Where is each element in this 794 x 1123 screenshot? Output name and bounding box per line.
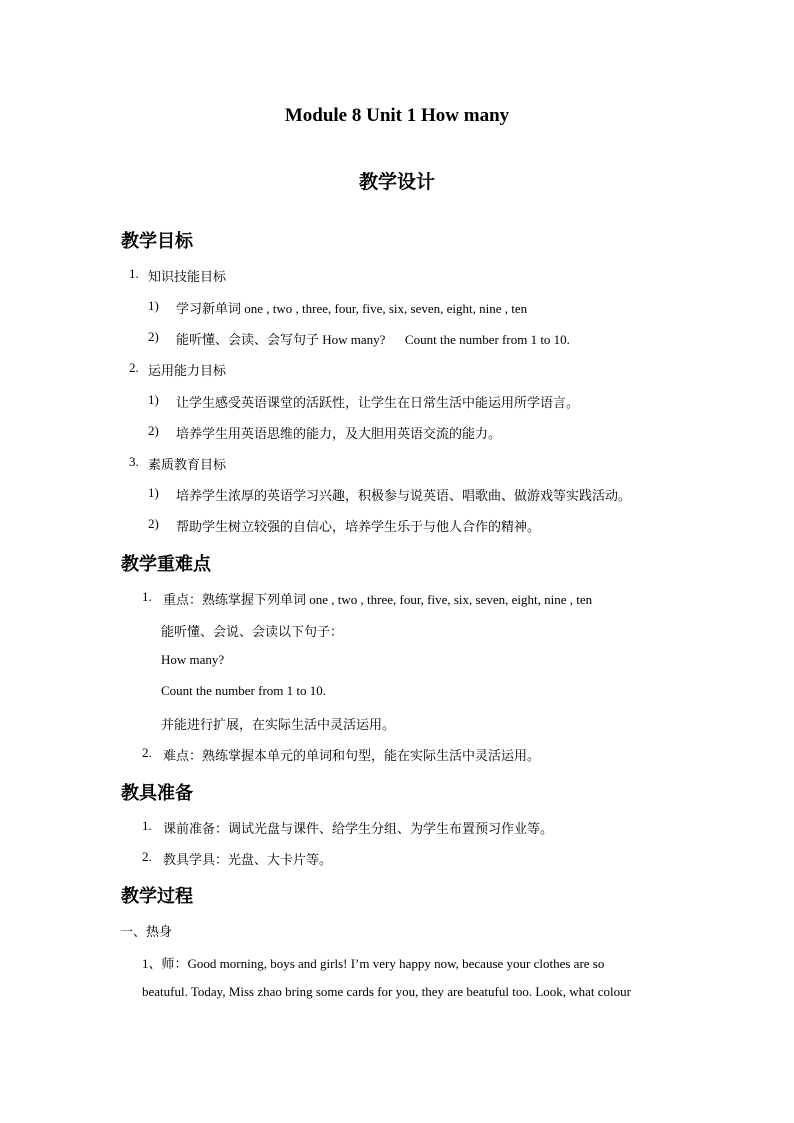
list-item: 难点：熟练掌握本单元的单词和句型，能在实际生活中灵活运用。 [163,748,541,763]
list-num: 2. [129,360,139,375]
list-item: 课前准备：调试光盘与课件、给学生分组、为学生布置预习作业等。 [163,821,554,836]
list-num: 1. [142,818,152,833]
sub-item: 帮助学生树立较强的自信心，培养学生乐于与他人合作的精神。 [176,519,541,534]
section-heading-process: 教学过程 [121,886,193,906]
sub-item: 让学生感受英语课堂的活跃性，让学生在日常生活中能运用所学语言。 [176,395,580,410]
sub-item: 学习新单词 one , two , three, four, five, six, seven, eight, nine , ten [176,301,528,316]
sub-item: 培养学生用英语思维的能力，及大胆用英语交流的能力。 [176,426,502,441]
section-heading-key-points: 教学重难点 [121,554,211,574]
section-heading-objectives: 教学目标 [121,231,193,251]
list-item: 运用能力目标 [148,363,227,378]
list-num: 2. [142,849,152,864]
list-item: 知识技能目标 [148,269,227,284]
text-line: 能听懂、会说、会读以下句子： [161,624,344,639]
list-item: 教具学具：光盘、大卡片等。 [163,852,333,867]
text-line: 并能进行扩展，在实际生活中灵活运用。 [161,717,396,732]
sub-num: 1) [148,485,159,500]
paragraph-line: beatuful. Today, Miss zhao bring some cards for you, they are beatuful too. Look, what colour [142,984,631,999]
list-num: 1. [129,266,139,281]
paragraph-line: 1、师：Good morning, boys and girls! I’m very happy now, because your clothes are so [142,956,605,971]
page-subtitle: 教学设计 [358,172,435,193]
sub-item: 能听懂、会读、会写句子 How many? Count the number from 1 to 10. [176,332,570,347]
sub-num: 1) [148,298,159,313]
sub-num: 2) [148,423,159,438]
sub-heading: 一、热身 [120,924,173,939]
sub-num: 1) [148,392,159,407]
page-title: Module 8 Unit 1 How many [284,105,510,126]
list-item: 重点：熟练掌握下列单词 one , two , three, four, five, six, seven, eight, nine , ten [163,592,593,607]
section-heading-materials: 教具准备 [121,783,193,803]
text-line: Count the number from 1 to 10. [161,683,327,698]
sub-num: 2) [148,516,159,531]
sub-item: 培养学生浓厚的英语学习兴趣，积极参与说英语、唱歌曲、做游戏等实践活动。 [176,488,632,503]
list-num: 1. [142,589,152,604]
list-num: 3. [129,454,139,469]
list-item: 素质教育目标 [148,457,227,472]
text-line: How many? [161,652,225,667]
sub-num: 2) [148,329,159,344]
list-num: 2. [142,745,152,760]
